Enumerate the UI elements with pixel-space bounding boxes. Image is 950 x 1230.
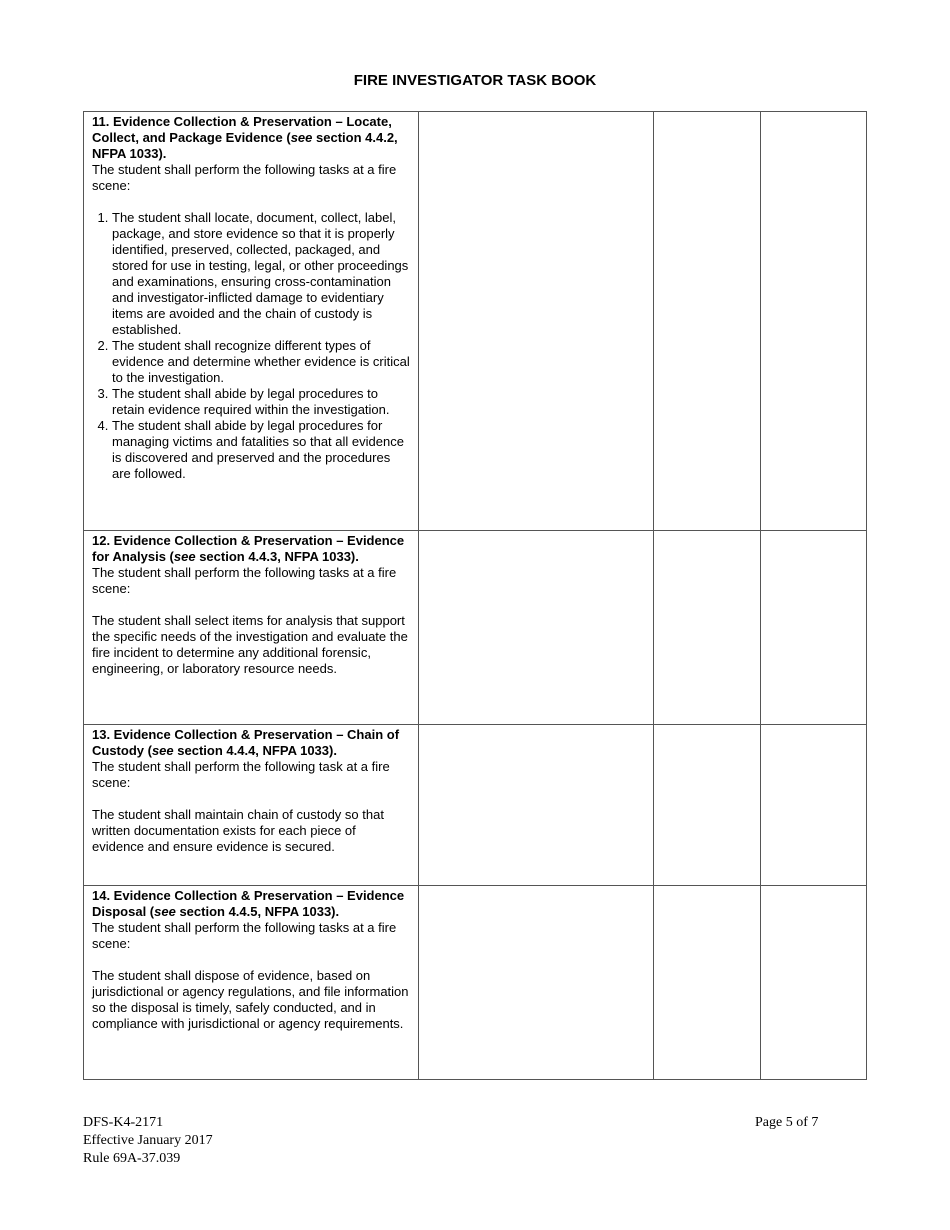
task-heading-reference: section 4.4.3, NFPA 1033).: [195, 549, 359, 564]
task-intro: The student shall perform the following tasks at a fire scene:: [92, 162, 397, 193]
list-item: 1. The student shall locate, document, collect, label, package, and store evidence so that it is properly identified, preserved, collected, packaged, and stored for use in testing, legal, or other proceedings and examinations, ensuring cross-contamination and investigator-inflicted damage to evidentiary items are avoided and the chain of custody is established.: [112, 210, 410, 338]
task-heading-reference: section 4.4.5, NFPA 1033).: [175, 904, 340, 919]
task-heading-see: see: [173, 549, 196, 564]
task-heading: [92, 114, 410, 162]
task-table: [83, 111, 867, 1080]
task-heading: [92, 888, 410, 920]
blank-cell[interactable]: [419, 112, 654, 531]
task-heading-text: 11. Evidence Collection & Preservation – Locate, Collect, and Package Evidence (: [92, 114, 392, 145]
task-description-cell: [84, 112, 419, 531]
blank-cell[interactable]: [654, 725, 761, 886]
table-row: [84, 886, 867, 1080]
task-intro: The student shall perform the following tasks at a fire scene:: [92, 920, 397, 951]
table-row: [84, 112, 867, 531]
task-description-cell: [84, 725, 419, 886]
blank-cell[interactable]: [761, 886, 867, 1080]
blank-cell[interactable]: [419, 725, 654, 886]
list-item: 2. The student shall recognize different types of evidence and determine whether evidence is critical to the investigation.: [112, 338, 410, 386]
task-heading-text: 14. Evidence Collection & Preservation – Evidence Disposal (: [92, 888, 405, 919]
task-body: The student shall dispose of evidence, based on jurisdictional or agency regulations, and file information so the disposal is timely, safely conducted, and in compliance with jurisdictional or agency requirements.: [92, 968, 409, 1031]
task-heading-see: see: [290, 130, 313, 145]
effective-date: Effective January 2017: [83, 1133, 213, 1148]
task-heading-see: see: [151, 743, 174, 758]
task-heading-text: 12. Evidence Collection & Preservation – Evidence for Analysis (: [92, 533, 405, 564]
task-heading-text: 13. Evidence Collection & Preservation – Chain of Custody (: [92, 727, 400, 758]
footer-info: [83, 1114, 213, 1168]
page-title: FIRE INVESTIGATOR TASK BOOK: [353, 72, 597, 89]
task-heading-reference: section 4.4.4, NFPA 1033).: [173, 743, 337, 758]
page-number: Page 5 of 7: [755, 1115, 819, 1130]
task-intro: The student shall perform the following task at a fire scene:: [92, 759, 390, 790]
blank-cell[interactable]: [761, 725, 867, 886]
form-number: DFS-K4-2171: [83, 1115, 164, 1130]
task-body: The student shall maintain chain of custody so that written documentation exists for each piece of evidence and ensure evidence is secured.: [92, 807, 384, 854]
blank-cell[interactable]: [419, 886, 654, 1080]
blank-cell[interactable]: [419, 531, 654, 725]
task-heading-see: see: [154, 904, 176, 919]
list-item: 4. The student shall abide by legal procedures for managing victims and fatalities so that all evidence is discovered and preserved and the procedures are followed.: [112, 418, 410, 482]
task-intro: The student shall perform the following tasks at a fire scene:: [92, 565, 397, 596]
blank-cell[interactable]: [761, 112, 867, 531]
table-row: [84, 725, 867, 886]
task-description-cell: [84, 886, 419, 1080]
blank-cell[interactable]: [654, 886, 761, 1080]
list-item: 3. The student shall abide by legal procedures to retain evidence required within the investigation.: [112, 386, 410, 418]
task-heading: [92, 533, 410, 565]
blank-cell[interactable]: [761, 531, 867, 725]
table-row: [84, 531, 867, 725]
task-heading: [92, 727, 410, 759]
task-list: [92, 210, 410, 482]
task-heading-reference: section 4.4.2, NFPA 1033).: [92, 130, 398, 161]
task-description-cell: [84, 531, 419, 725]
blank-cell[interactable]: [654, 112, 761, 531]
task-body: The student shall select items for analysis that support the specific needs of the investigation and evaluate the fire incident to determine any additional forensic, engineering, or laboratory resource needs.: [92, 613, 408, 676]
blank-cell[interactable]: [654, 531, 761, 725]
rule-number: Rule 69A-37.039: [83, 1151, 181, 1166]
